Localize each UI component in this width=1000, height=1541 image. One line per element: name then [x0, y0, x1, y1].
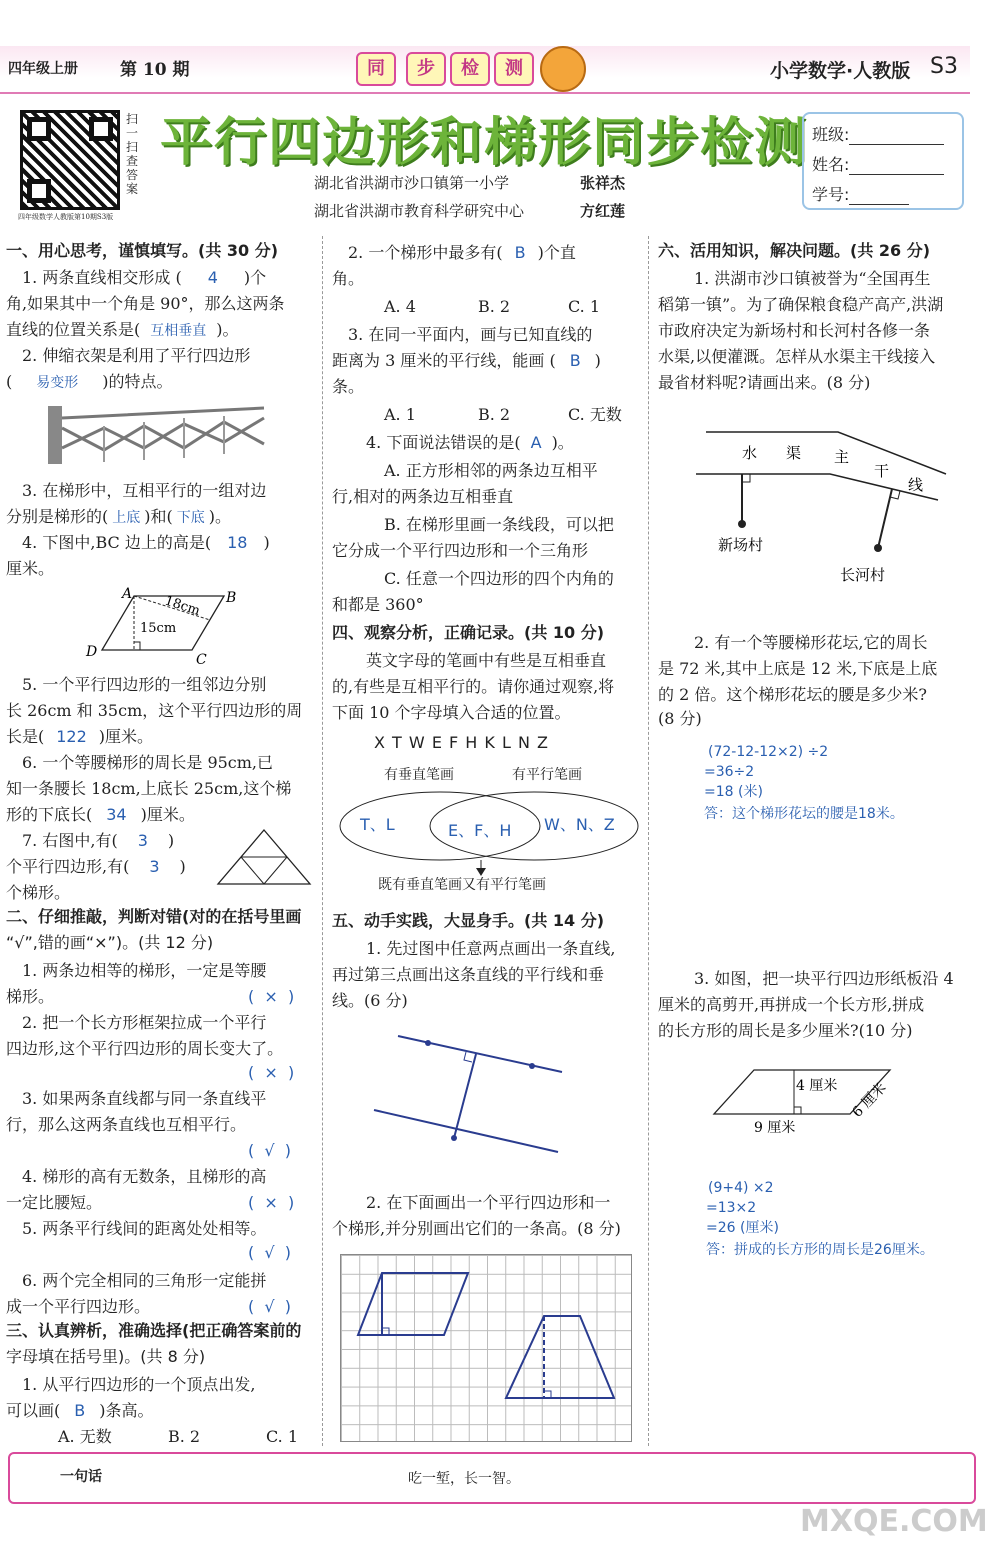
judge2-line1: 2. 把一个长方形框架拉成一个平行: [22, 1013, 267, 1032]
venn-left-label: 有垂直笔画: [384, 767, 454, 783]
author2-name: 方红莲: [580, 202, 626, 220]
canal-char-3: 主: [834, 448, 850, 466]
label-C: C: [196, 652, 207, 668]
s6-q2-line3: 的 2 倍。这个梯形花坛的腰是多少米?: [658, 685, 927, 704]
page-code: S3: [930, 54, 958, 79]
judge3-line1: 3. 如果两条直线都与同一条直线平: [22, 1089, 267, 1108]
q5-line2: 长 26cm 和 35cm，这个平行四边形的周: [6, 701, 303, 720]
s6-q1-line5: 最省材料呢?请画出来。(8 分): [658, 373, 871, 392]
grade-label: 四年级上册: [8, 61, 78, 77]
s6-q2-work2: =36÷2: [704, 764, 755, 780]
s5-q2-line2: 个梯形,并分别画出它们的一条高。(8 分): [332, 1219, 621, 1238]
venn-bottom-label: 既有垂直笔画又有平行笔画: [378, 877, 546, 893]
footer-label: 一句话: [60, 1469, 102, 1485]
s5-q1-line1: 1. 先过图中任意两点画出一条直线,: [366, 939, 616, 958]
judge5-line1: 5. 两条平行线间的距离处处相等。: [22, 1219, 267, 1238]
s6-q1-line3: 市政府决定为新场村和长河村各修一条: [658, 321, 931, 340]
canal-char-4: 干: [874, 462, 890, 480]
footer-quote: 吃一堑，长一智。: [408, 1471, 520, 1487]
choice4-opt-a2: 行,相对的两条边互相垂直: [332, 487, 514, 506]
choice1-line1: 1. 从平行四边形的一个顶点出发,: [22, 1375, 256, 1394]
s6-q2-line1: 2. 有一个等腰梯形花坛,它的周长: [694, 633, 928, 652]
qr-side-text: 扫一扫 查答案: [126, 112, 139, 196]
parallelogram-abcd-figure: [82, 584, 242, 670]
name-field[interactable]: 姓名:: [812, 152, 944, 175]
judge4-line2: 一定比腰短。: [6, 1193, 103, 1212]
s6-q3-work1: (9+4) ×2: [708, 1180, 774, 1196]
column-divider: [322, 236, 323, 1446]
q6-line2: 知一条腰长 18cm,上底长 25cm,这个梯: [6, 779, 292, 798]
section6-title: 六、活用知识，解决问题。(共 26 分): [658, 241, 931, 260]
s5-q1-line3: 线。(6 分): [332, 991, 408, 1010]
letters-list: X T W E F H K L N Z: [374, 733, 550, 752]
section4-title: 四、观察分析，正确记录。(共 10 分): [332, 623, 605, 642]
column-divider: [648, 236, 649, 1446]
clothes-rack-image: [44, 398, 270, 472]
section3-title: 三、认真辨析，准确选择(把正确答案前的: [6, 1321, 302, 1340]
q4-line2: 厘米。: [6, 559, 55, 578]
q1-line3: 直线的位置关系是( 互相垂直 )。: [6, 320, 239, 339]
judge4-line1: 4. 梯形的高有无数条，且梯形的高: [22, 1167, 267, 1186]
author1-org: 湖北省洪湖市沙口镇第一小学: [314, 174, 510, 192]
judge4-answer: ( × ): [248, 1193, 295, 1212]
choice2-opt-a: A. 4: [384, 297, 416, 316]
judge6-answer: ( √ ): [248, 1297, 292, 1316]
judge3-answer: ( √ ): [248, 1141, 292, 1160]
venn-answer-middle: E、F、H: [448, 821, 512, 840]
label-15cm: 15cm: [140, 621, 177, 636]
parallel-perpendicular-drawing: [370, 1026, 590, 1158]
q1-line2: 角,如果其中一个角是 90°，那么这两条: [6, 294, 285, 313]
section1-title: 一、用心思考，谨慎填写。(共 30 分): [6, 241, 279, 260]
q5-line1: 5. 一个平行四边形的一组邻边分别: [22, 675, 267, 694]
s6-q2-answer: 答：这个梯形花坛的腰是18米。: [704, 806, 904, 822]
judge3-line2: 行，那么这两条直线也互相平行。: [6, 1115, 247, 1134]
judge1-line2: 梯形。: [6, 987, 55, 1006]
q3-line1: 3. 在梯形中，互相平行的一组对边: [22, 481, 267, 500]
issue-label: 第 10 期: [120, 60, 190, 80]
choice2-line2: 角。: [332, 269, 365, 288]
s6-q3-line1: 3. 如图，把一块平行四边形纸板沿 4: [694, 969, 954, 988]
qr-code-icon[interactable]: [20, 110, 120, 210]
watermark: MXQE.COM: [800, 1504, 988, 1539]
canal-char-2: 渠: [786, 444, 802, 462]
label-height: 4 厘米: [796, 1078, 838, 1094]
judge6-line2: 成一个平行四边形。: [6, 1297, 151, 1316]
s6-q2-line4: (8 分): [658, 709, 702, 728]
choice2-line1: 2. 一个梯形中最多有( B )个直: [348, 243, 576, 262]
label-side: 6 厘米: [849, 1079, 890, 1121]
choice4-opt-b2: 它分成一个平行四边形和一个三角形: [332, 541, 589, 560]
judge2-line2: 四边形,这个平行四边形的周长变大了。: [6, 1039, 284, 1058]
choice3-line2: 距离为 3 厘米的平行线，能画 ( B ): [332, 351, 601, 370]
triangle-figure: [216, 826, 312, 888]
choice4-opt-c2: 和都是 360°: [332, 595, 424, 614]
judge1-line1: 1. 两条边相等的梯形，一定是等腰: [22, 961, 267, 980]
s6-q2-work1: (72-12-12×2) ÷2: [708, 744, 829, 760]
section3-title2: 字母填在括号里)。(共 8 分): [6, 1347, 206, 1366]
choice2-opt-c: C. 1: [568, 297, 601, 316]
choice3-opt-b: B. 2: [478, 405, 511, 424]
choice1-opt-a: A. 无数: [58, 1427, 112, 1446]
stamp-3: 检: [450, 52, 490, 86]
q2-line1: 2. 伸缩衣架是利用了平行四边形: [22, 346, 251, 365]
choice4-line1: 4. 下面说法错误的是( A )。: [366, 433, 574, 452]
choice4-opt-c1: C. 任意一个四边形的四个内角的: [384, 569, 614, 588]
q7-line2: 个平行四边形,有( 3 ): [6, 857, 186, 876]
q2-line2: ( 易变形 )的特点。: [6, 372, 173, 391]
q5-line3: 长是( 122 )厘米。: [6, 727, 154, 746]
s5-q1-line2: 再过第三点画出这条直线的平行线和垂: [332, 965, 605, 984]
label-18cm: 18cm: [162, 593, 202, 619]
choice3-opt-c: C. 无数: [568, 405, 622, 424]
parallelogram-cut-figure: [706, 1062, 906, 1140]
q6-line1: 6. 一个等腰梯形的周长是 95cm,已: [22, 753, 274, 772]
section5-title: 五、动手实践，大显身手。(共 14 分): [332, 911, 605, 930]
s6-q3-line2: 厘米的高剪开,再拼成一个长方形,拼成: [658, 995, 925, 1014]
village-changhe: 长河村: [840, 566, 886, 584]
s4-line1: 英文字母的笔画中有些是互相垂直: [366, 651, 607, 670]
q1-line1: 1. 两条直线相交形成 ( 4 )个: [22, 268, 267, 287]
choice1-line2: 可以画( B )条高。: [6, 1401, 154, 1420]
choice1-opt-c: C. 1: [266, 1427, 299, 1446]
judge6-line1: 6. 两个完全相同的三角形一定能拼: [22, 1271, 267, 1290]
judge1-answer: ( × ): [248, 987, 295, 1006]
choice4-opt-a1: A. 正方形相邻的两条边互相平: [384, 461, 598, 480]
s6-q2-line2: 是 72 米,其中上底是 12 米,下底是上底: [658, 659, 938, 678]
s6-q3-answer: 答：拼成的长方形的周长是26厘米。: [706, 1242, 934, 1258]
choice4-opt-b1: B. 在梯形里画一条线段，可以把: [384, 515, 614, 534]
student-info-box: [802, 112, 964, 210]
canal-map: [690, 424, 960, 594]
subject-label: 小学数学·人教版: [770, 60, 911, 82]
choice2-opt-b: B. 2: [478, 297, 511, 316]
section2-title: 二、仔细推敲，判断对错(对的在括号里画: [6, 907, 302, 926]
s4-line2: 的,有些是互相平行的。请你通过观察,将: [332, 677, 615, 696]
venn-answer-left: T、L: [360, 815, 395, 834]
choice3-line1: 3. 在同一平面内，画与已知直线的: [348, 325, 593, 344]
canal-char-5: 线: [908, 476, 924, 494]
q7-line3: 个梯形。: [6, 883, 71, 902]
stamp-4: 测: [494, 52, 534, 86]
choice3-opt-a: A. 1: [384, 405, 416, 424]
s6-q1-line2: 稻第一镇”。为了确保粮食稳产高产,洪湖: [658, 295, 944, 314]
q6-line3: 形的下底长( 34 )厘米。: [6, 805, 195, 824]
page-title: 平行四边形和梯形同步检测: [160, 113, 809, 173]
label-D: D: [86, 644, 98, 660]
mascot-lion-icon: [540, 46, 586, 92]
venn-answer-right: W、N、Z: [544, 815, 615, 834]
village-xinchang: 新场村: [718, 536, 764, 554]
label-base: 9 厘米: [754, 1120, 796, 1136]
author1-name: 张祥杰: [580, 174, 626, 192]
qr-caption: 四年级数学人教版第10期S3版: [18, 213, 114, 221]
s6-q1-line1: 1. 洪湖市沙口镇被誉为“全国再生: [694, 269, 931, 288]
choice3-line3: 条。: [332, 377, 365, 396]
canal-char-1: 水: [742, 444, 758, 462]
section2-title2: “√”,错的画“×”)。(共 12 分): [6, 933, 214, 952]
choice1-opt-b: B. 2: [168, 1427, 201, 1446]
label-B: B: [226, 590, 237, 606]
venn-right-label: 有平行笔画: [512, 767, 582, 783]
author2-org: 湖北省洪湖市教育科学研究中心: [314, 202, 525, 220]
s6-q1-line4: 水渠,以便灌溉。怎样从水渠主干线接入: [658, 347, 936, 366]
judge5-answer: ( √ ): [248, 1243, 292, 1262]
s6-q3-work3: =26 (厘米): [706, 1220, 779, 1236]
grid-drawing: [340, 1254, 632, 1442]
s5-q2-line1: 2. 在下面画出一个平行四边形和一: [366, 1193, 611, 1212]
s6-q3-line3: 的长方形的周长是多少厘米?(10 分): [658, 1021, 913, 1040]
q3-line2: 分别是梯形的( 上底 )和( 下底 )。: [6, 507, 231, 526]
label-A: A: [122, 586, 133, 602]
id-field[interactable]: 学号:: [812, 182, 909, 205]
class-field[interactable]: 班级:: [812, 122, 944, 145]
judge2-answer: ( × ): [248, 1063, 295, 1082]
s6-q3-work2: =13×2: [706, 1200, 757, 1216]
q7-line1: 7. 右图中,有( 3 ): [22, 831, 175, 850]
stamp-1: 同: [356, 52, 396, 86]
stamp-2: 步: [406, 52, 446, 86]
s4-line3: 下面 10 个字母填入合适的位置。: [332, 703, 571, 722]
q4-line1: 4. 下图中,BC 边上的高是( 18 ): [22, 533, 270, 552]
s6-q2-work3: =18 (米): [704, 784, 763, 800]
